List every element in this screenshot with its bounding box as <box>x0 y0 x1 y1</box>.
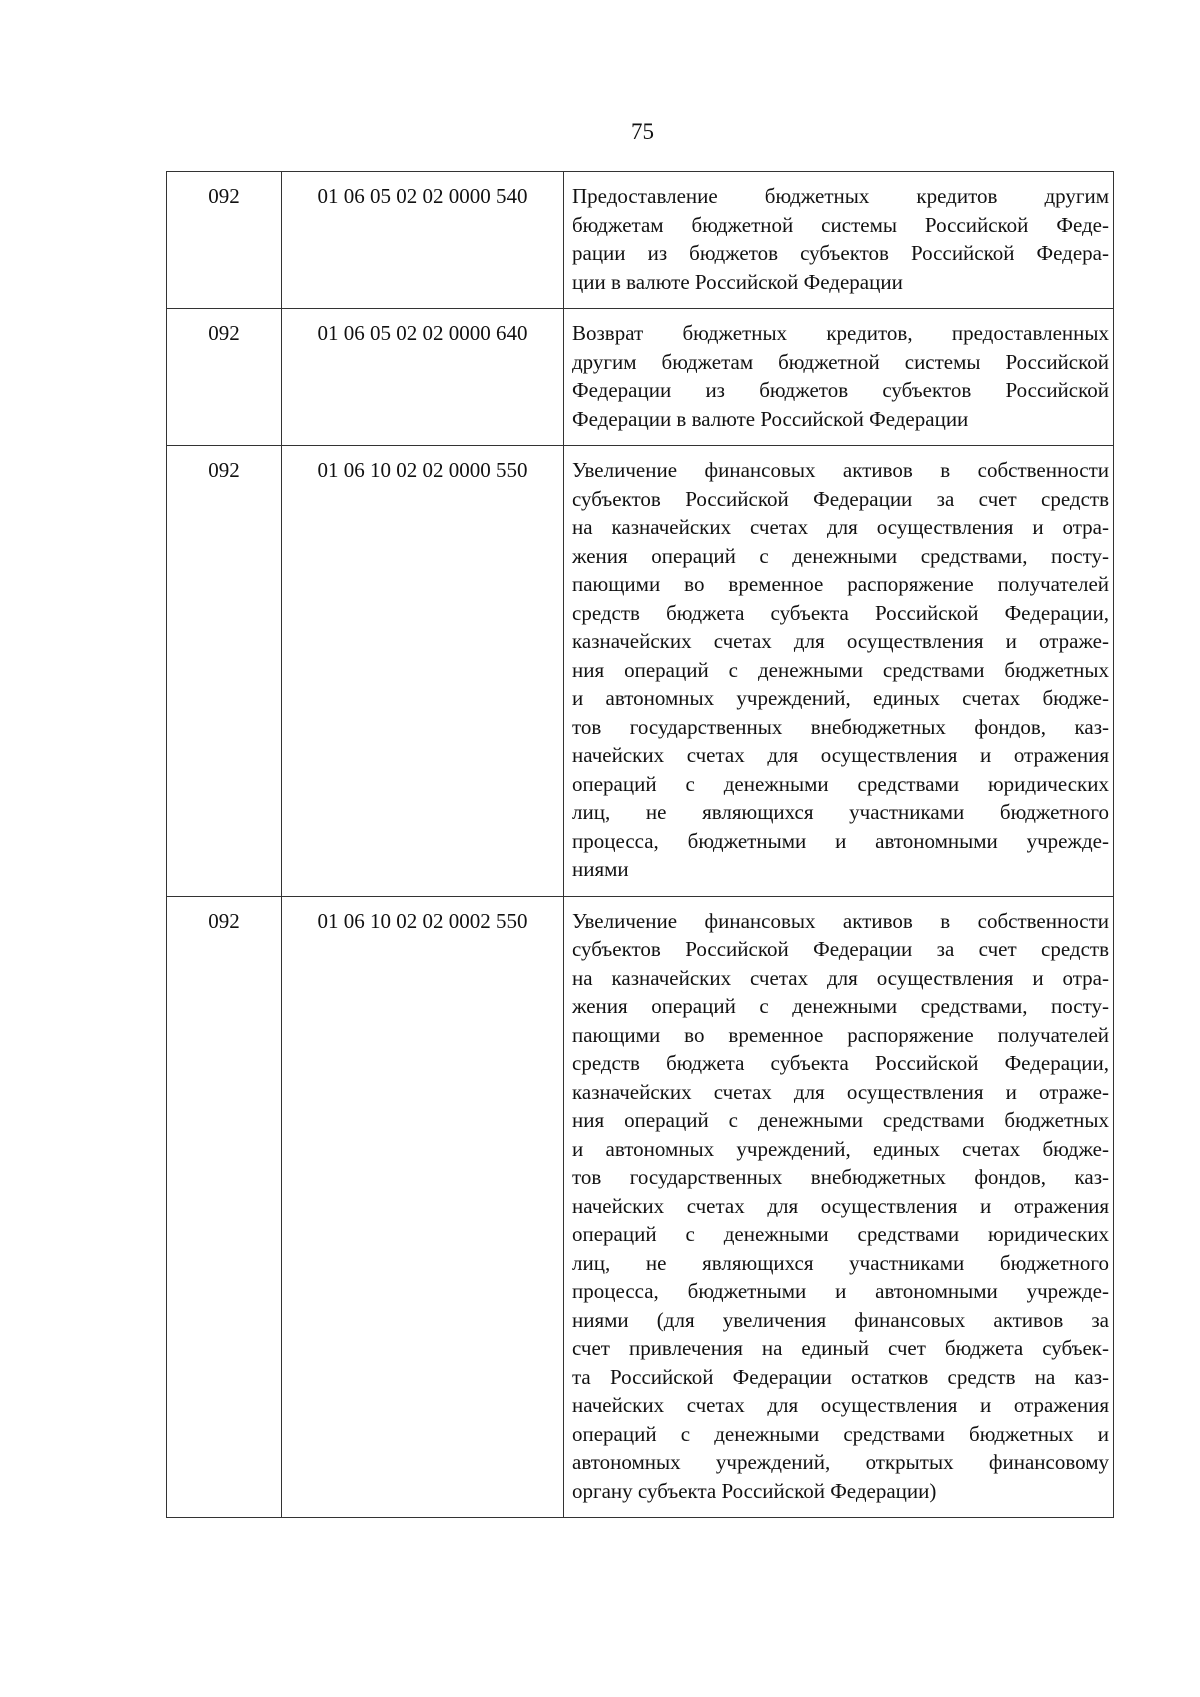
description-line: счет привлечения на единый счет бюджета субъек- <box>572 1336 1109 1360</box>
description-line: лиц, не являющихся участниками бюджетного <box>572 800 1109 824</box>
description-line: ния операций с денежными средствами бюджетных <box>572 657 1109 682</box>
description-cell <box>564 446 1114 897</box>
description-line: на казначейских счетах для осуществления и отра- <box>572 515 1109 539</box>
description-line: казначейских счетах для осуществления и отраже- <box>572 629 1109 653</box>
description-line: та Российской Федерации остатков средств на каз- <box>572 1364 1109 1389</box>
description-cell <box>564 309 1114 446</box>
description-line: начейских счетах для осуществления и отражения <box>572 1193 1109 1218</box>
description-line: Увеличение финансовых активов в собственности <box>572 458 1109 482</box>
description-line: операций с денежными средствами бюджетных и <box>572 1421 1109 1446</box>
description-line: пающими во временное распоряжение получателей <box>572 1022 1109 1047</box>
table-row <box>167 896 1114 1518</box>
description-line: операций с денежными средствами юридических <box>572 771 1109 796</box>
description-line: начейских счетах для осуществления и отражения <box>572 1393 1109 1417</box>
description-line: и автономных учреждений, единых счетах бюдже- <box>572 686 1109 710</box>
description-line: процесса, бюджетными и автономными учрежде- <box>572 828 1109 853</box>
classification-code-cell: 01 06 10 02 02 0000 550 <box>282 446 564 897</box>
description-cell <box>564 896 1114 1518</box>
description-line: Федерации в валюте Российской Федерации <box>572 406 969 431</box>
table-row <box>167 309 1114 446</box>
admin-code-cell: 092 <box>167 896 282 1518</box>
page-number: 75 <box>631 119 654 144</box>
description-line: автономных учреждений, открытых финансовому <box>572 1450 1109 1474</box>
description-line: субъектов Российской Федерации за счет средств <box>572 937 1109 961</box>
description-line: тов государственных внебюджетных фондов, каз- <box>572 1165 1109 1189</box>
description-line: операций с денежными средствами юридических <box>572 1222 1109 1246</box>
description-line: Предоставление бюджетных кредитов другим <box>572 184 1109 208</box>
description-line: средств бюджета субъекта Российской Федерации, <box>572 600 1109 625</box>
description-line: другим бюджетам бюджетной системы Российской <box>572 349 1109 374</box>
admin-code-cell: 092 <box>167 446 282 897</box>
budget-codes-table <box>166 171 1114 1518</box>
description-line: жения операций с денежными средствами, посту- <box>572 994 1109 1018</box>
description-line: ниями <box>572 857 629 881</box>
classification-code-cell: 01 06 05 02 02 0000 540 <box>282 172 564 309</box>
description-line: ниями (для увеличения финансовых активов за <box>572 1307 1109 1332</box>
description-line: процесса, бюджетными и автономными учрежде- <box>572 1279 1109 1303</box>
description-line: органу субъекта Российской Федерации) <box>572 1478 937 1503</box>
admin-code-cell: 092 <box>167 309 282 446</box>
description-line: Возврат бюджетных кредитов, предоставленных <box>572 321 1109 345</box>
classification-code-cell: 01 06 05 02 02 0000 640 <box>282 309 564 446</box>
description-line: рации из бюджетов субъектов Российской Федера- <box>572 241 1109 265</box>
description-line: и автономных учреждений, единых счетах бюдже- <box>572 1136 1109 1161</box>
admin-code-cell: 092 <box>167 172 282 309</box>
description-line: начейских счетах для осуществления и отражения <box>572 743 1109 767</box>
description-line: бюджетам бюджетной системы Российской Феде- <box>572 212 1109 237</box>
description-line: жения операций с денежными средствами, посту- <box>572 543 1109 568</box>
table-body <box>167 172 1114 1518</box>
description-line: Федерации из бюджетов субъектов Российской <box>572 378 1109 402</box>
table-row <box>167 446 1114 897</box>
description-line: тов государственных внебюджетных фондов, каз- <box>572 714 1109 739</box>
description-line: ции в валюте Российской Федерации <box>572 269 903 294</box>
description-line: пающими во временное распоряжение получателей <box>572 572 1109 596</box>
description-line: казначейских счетах для осуществления и отраже- <box>572 1079 1109 1104</box>
description-line: Увеличение финансовых активов в собственности <box>572 908 1109 933</box>
description-line: ния операций с денежными средствами бюджетных <box>572 1108 1109 1132</box>
description-line: лиц, не являющихся участниками бюджетного <box>572 1250 1109 1275</box>
description-cell <box>564 172 1114 309</box>
description-line: субъектов Российской Федерации за счет средств <box>572 486 1109 511</box>
table-row <box>167 172 1114 309</box>
description-line: средств бюджета субъекта Российской Федерации, <box>572 1051 1109 1075</box>
description-line: на казначейских счетах для осуществления и отра- <box>572 965 1109 990</box>
classification-code-cell: 01 06 10 02 02 0002 550 <box>282 896 564 1518</box>
